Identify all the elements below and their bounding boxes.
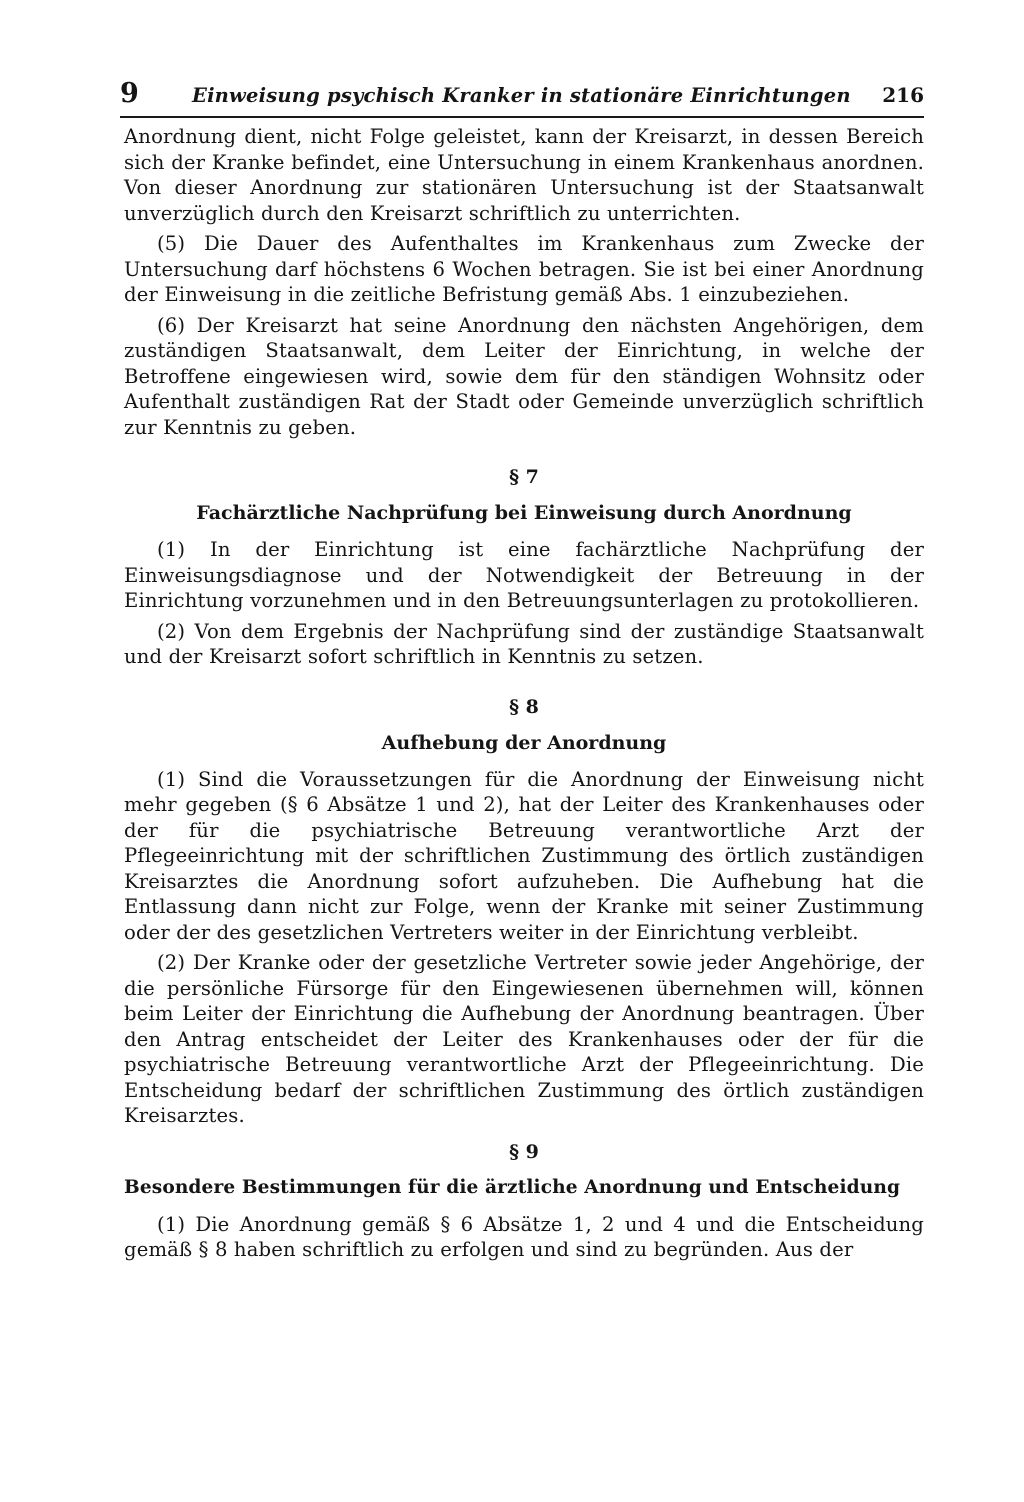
paragraph-9-1: (1) Die Anordnung gemäß § 6 Absätze 1, 2 und 4 und die Entscheidung gemäß § 8 haben schriftlich zu erfolgen und sind zu begründen. Aus der (124, 1212, 924, 1261)
document-page (120, 78, 924, 1263)
page-number: 216 (882, 83, 924, 107)
section-7-sign: § 7 (509, 466, 539, 488)
paragraph-7-1: (1) In der Einrichtung ist eine fachärztliche Nachprüfung der Einweisungsdiagnose und der Notwendigkeit der Betreuung in der Einrichtung vorzunehmen und in den Betreuungsunterlagen zu protokollieren. (124, 538, 924, 612)
paragraph-6-6: (6) Der Kreisarzt hat seine Anordnung den nächsten Angehörigen, dem zuständigen Staatsanwalt, dem Leiter der Einrichtung, in welche der Betroffene eingewiesen wird, sowie dem für den ständigen Wohnsitz oder Aufenthalt zuständigen Rat der Stadt oder Gemeinde unverzüglich schriftlich zur Kenntnis zu geben. (124, 313, 924, 439)
section-9-sign: § 9 (509, 1140, 539, 1163)
paragraph-7-2: (2) Von dem Ergebnis der Nachprüfung sind der zuständige Staatsanwalt und der Kreisarzt sofort schriftlich in Kenntnis zu setzen. (124, 619, 924, 668)
chapter-number: 9 (120, 78, 139, 109)
paragraph-6-5: (5) Die Dauer des Aufenthaltes im Krankenhaus zum Zwecke der Untersuchung darf höchstens 6 Wochen betragen. Sie ist bei einer Anordnung der Einweisung in die zeitliche Befristung gemäß Abs. 1 einzubeziehen. (124, 232, 924, 306)
section-9-title: Besondere Bestimmungen für die ärztliche Anordnung und Entscheidung (124, 1176, 901, 1198)
header-title: Einweisung psychisch Kranker in stationäre Einrichtungen (192, 84, 851, 107)
section-8-title: Aufhebung der Anordnung (381, 731, 667, 754)
paragraph-continued: Anordnung dient, nicht Folge geleistet, kann der Kreisarzt, in dessen Bereich sich der Kranke befindet, eine Untersuchung in einem Krankenhaus anordnen. Von dieser Anordnung zur stationären Untersuchung ist der Staatsanwalt unverzüglich durch den Kreisarzt schriftlich zu unterrichten. (124, 125, 924, 225)
section-8-sign: § 8 (509, 695, 539, 718)
paragraph-8-1: (1) Sind die Voraussetzungen für die Anordnung der Einweisung nicht mehr gegeben (§ 6 Absätze 1 und 2), hat der Leiter des Krankenhauses oder der für die psychiatrische Betreuung verantwortliche Arzt der Pflegeeinrichtung mit der schriftlichen Zustimmung des örtlich zuständigen Kreisarztes die Anordnung sofort aufzuheben. Die Aufhebung hat die Entlassung dann nicht zur Folge, wenn der Kranke mit seiner Zustimmung oder der des gesetzlichen Vertreters weiter in der Einrichtung verbleibt. (124, 767, 924, 944)
running-header (120, 78, 924, 118)
body-text (124, 124, 924, 1263)
section-7-title: Fachärztliche Nachprüfung bei Einweisung durch Anordnung (196, 502, 852, 524)
paragraph-8-2: (2) Der Kranke oder der gesetzliche Vertreter sowie jeder Angehörige, der die persönliche Fürsorge für den Eingewiesenen übernehmen will, können beim Leiter der Einrichtung die Aufhebung der Anordnung beantragen. Über den Antrag entscheidet der Leiter des Krankenhauses oder der für die psychiatrische Betreuung verantwortliche Arzt der Pflegeeinrichtung. Die Entscheidung bedarf der schriftlichen Zustimmung des örtlich zuständigen Kreisarztes. (124, 951, 924, 1127)
